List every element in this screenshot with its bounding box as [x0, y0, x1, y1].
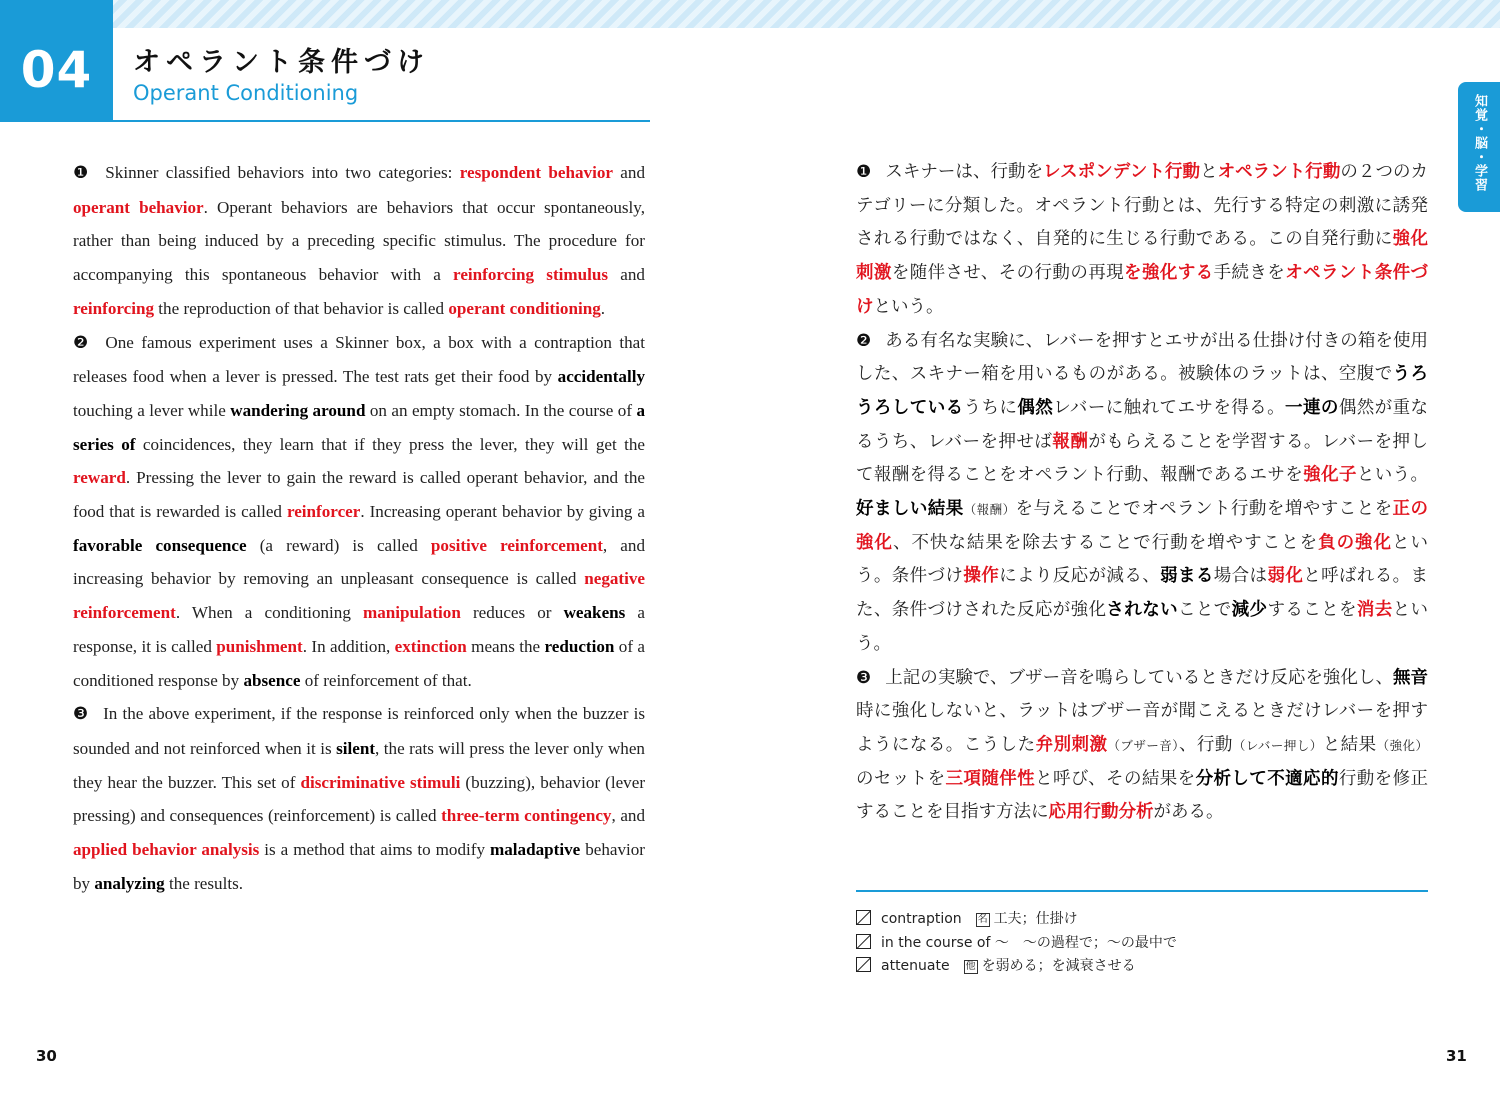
key-term: 応用行動分析	[1048, 802, 1154, 823]
key-term: 消去	[1356, 600, 1393, 621]
vocabulary-term: in the course of ～	[881, 934, 1009, 951]
japanese-paragraph-3: ❸ 上記の実験で、ブザー音を鳴らしているときだけ反応を強化し、無音時に強化しないと、ラットはブザー音が聞こえるときだけレバーを押すようになる。こうした弁別刺激（ブザー音）、行動（レバー押し）と結果（強化）のセットを三項随伴性と呼び、その結果を分析して不適応的行動を修正することを目指す方法に応用行動分析がある。	[856, 667, 1428, 823]
key-term: three-term contingency	[441, 806, 612, 826]
japanese-paragraph-1: ❶ スキナーは、行動をレスポンデント行動とオペラント行動の２つのカテゴリーに分類した。オペラント行動とは、先行する特定の刺激に誘発される行動ではなく、自発的に生じる行動である。この自発行動に強化刺激を随伴させ、その行動の再現を強化する手続きをオペラント条件づけという。	[856, 162, 1429, 317]
checkbox-icon[interactable]	[856, 910, 871, 925]
checkbox-icon[interactable]	[856, 957, 871, 972]
title-underline	[113, 120, 650, 122]
bold-term: absence	[243, 670, 301, 690]
page-title-english: Operant Conditioning	[133, 81, 359, 105]
key-term: applied behavior analysis	[73, 840, 260, 860]
vocabulary-meaning: ～の過程で；～の最中で	[1022, 934, 1177, 951]
key-term: negative reinforcement	[73, 569, 645, 623]
bold-term: うろうろしている	[856, 364, 1428, 418]
bold-term: accidentally	[557, 367, 645, 387]
bullet-2-icon: ❷	[73, 332, 92, 353]
bold-term: a series of	[73, 400, 645, 454]
part-of-speech-badge: 他	[965, 961, 976, 972]
english-text-column	[73, 156, 645, 900]
checkbox-icon[interactable]	[856, 934, 871, 949]
key-term: extinction	[394, 636, 467, 656]
key-term: を強化する	[1124, 263, 1214, 284]
vocabulary-item	[856, 955, 1177, 979]
key-term: positive reinforcement	[430, 535, 603, 555]
bold-term: 弱まる	[1160, 566, 1214, 587]
key-term: reinforcing	[73, 298, 155, 318]
part-of-speech-badge: 名	[977, 914, 988, 925]
bold-term: reduction	[544, 636, 615, 656]
vocabulary-meaning: 工夫；仕掛け	[993, 911, 1078, 927]
key-term: operant behavior	[73, 197, 204, 217]
bold-term: weakens	[563, 603, 626, 623]
english-paragraph-3: ❸ In the above experiment, if the response is reinforced only when the buzzer is sounded and not reinforced when it is silent, the rats will press the lever only when they hear the buzzer. This set of discriminative stimuli (buzzing), behavior (lever pressing) and consequences (reinforcement) is called three-term contingency, and applied behavior analysis is a method that aims to modify maladaptive behavior by analyzing the results.	[73, 704, 646, 893]
bold-term: 偶然	[1017, 397, 1054, 418]
bullet-1-icon: ❶	[856, 162, 872, 182]
bold-term: silent	[336, 738, 376, 758]
bold-term: 無音	[1392, 667, 1428, 688]
japanese-text-column	[856, 156, 1428, 830]
bullet-3-icon: ❸	[856, 667, 872, 688]
vocabulary-list	[856, 908, 1177, 979]
key-term: manipulation	[363, 603, 461, 623]
vocabulary-item	[856, 932, 1177, 956]
section-number: 04	[0, 0, 113, 122]
key-term: reinforcer	[286, 502, 361, 522]
bold-term: されない	[1106, 600, 1178, 621]
bold-term: analyzing	[94, 873, 165, 893]
key-term: 弱化	[1267, 566, 1304, 587]
chapter-side-tab	[1458, 82, 1500, 212]
header-stripe	[0, 0, 1500, 28]
key-term: オペラント行動	[1217, 162, 1341, 182]
bullet-3-icon: ❸	[73, 704, 90, 725]
key-term: 正の強化	[856, 499, 1428, 553]
vocabulary-term: contraption	[881, 911, 962, 927]
english-paragraph-1: ❶ Skinner classified behaviors into two categories: respondent behavior and operant behavior. Operant behaviors are behaviors that occur spontaneously, rather than being induced by a preceding specific stimulus. The procedure for accompanying this spontaneous behavior with a reinforcing stimulus and reinforcing the reproduction of that behavior is called operant conditioning.	[73, 163, 645, 318]
page-number-left: 30	[36, 1047, 57, 1065]
key-term: 三項随伴性	[945, 768, 1036, 789]
chapter-side-tab-label: 知覚・脳・学習	[1472, 94, 1487, 192]
key-term: レスポンデント行動	[1043, 162, 1201, 182]
vocabulary-term: attenuate	[881, 958, 950, 974]
vocabulary-divider	[856, 890, 1428, 892]
key-term: punishment	[216, 636, 303, 656]
key-term: 操作	[963, 566, 1000, 587]
bold-term: 分析して不適応的	[1195, 768, 1339, 789]
key-term: 負の強化	[1318, 532, 1393, 553]
key-term: 強化子	[1303, 465, 1357, 486]
bullet-2-icon: ❷	[856, 330, 872, 351]
key-term: operant conditioning	[448, 298, 601, 318]
bullet-1-icon: ❶	[73, 163, 92, 183]
bold-term: 好ましい結果	[856, 499, 964, 520]
key-term: 報酬	[1052, 431, 1089, 452]
bold-term: 一連の	[1285, 397, 1339, 418]
key-term: discriminative stimuli	[300, 772, 461, 792]
key-term: reinforcing stimulus	[453, 265, 609, 285]
bold-term: 減少	[1231, 600, 1268, 621]
page-title-japanese: オペラント条件づけ	[133, 47, 430, 78]
key-term: 弁別刺激	[1035, 734, 1108, 755]
japanese-paragraph-2: ❷ ある有名な実験に、レバーを押すとエサが出る仕掛け付きの箱を使用した、スキナー箱を用いるものがある。被験体のラットは、空腹でうろうろしているうちに偶然レバーに触れてエサを得る。一連の偶然が重なるうち、レバーを押せば報酬がもらえることを学習する。レバーを押して報酬を得ることをオペラント行動、報酬であるエサを強化子という。好ましい結果（報酬）を与えることでオペラント行動を増やすことを正の強化、不快な結果を除去することで行動を増やすことを負の強化という。条件づけ操作により反応が減る、弱まる場合は弱化と呼ばれる。また、条件づけされた反応が強化されないことで減少することを消去という。	[856, 330, 1429, 654]
bold-term: wandering around	[230, 400, 366, 420]
key-term: オペラント条件づけ	[856, 263, 1429, 317]
bold-term: maladaptive	[490, 840, 581, 860]
vocabulary-meaning: を弱める；を減衰させる	[981, 958, 1136, 974]
vocabulary-item	[856, 908, 1177, 932]
key-term: reward	[73, 468, 126, 488]
key-term: respondent behavior	[459, 163, 613, 182]
page-number-right: 31	[1446, 1047, 1467, 1065]
key-term: 強化刺激	[856, 229, 1428, 284]
bold-term: favorable consequence	[73, 535, 247, 555]
english-paragraph-2: ❷ One famous experiment uses a Skinner box, a box with a contraption that releases food when a lever is pressed. The test rats get their food by accidentally touching a lever while wandering around on an empty stomach. In the course of a series of coincidences, they learn that if they press the lever, they will get the reward. Pressing the lever to gain the reward is called operant behavior, and the food that is rewarded is called reinforcer. Increasing operant behavior by giving a favorable consequence (a reward) is called positive reinforcement, and increasing behavior by removing an unpleasant consequence is called negative reinforcement. When a conditioning manipulation reduces or weakens a response, it is called punishment. In addition, extinction means the reduction of a conditioned response by absence of reinforcement of that.	[73, 332, 645, 690]
